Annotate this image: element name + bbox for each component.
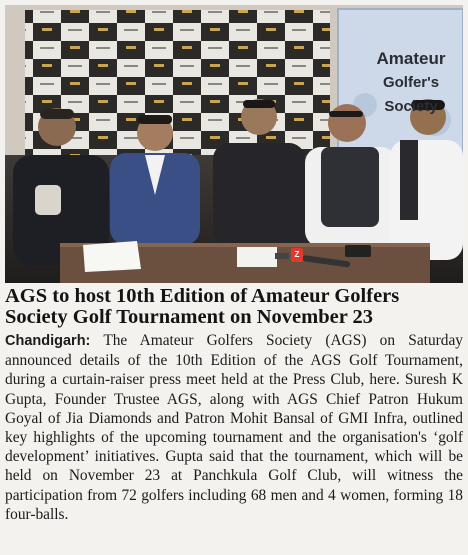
article-text: The Amateur Golfers Society (AGS) on Saturday announced details of the 10th Edition of the AGS Golf Tournament, during a curtain-raiser press meet held at the Press Club, here. Suresh K Gupta, Founder Trustee AGS, along with AGS Chief Patron Hukum Goyal of Jia Diamonds and Patron Mohit Bansal of GMI Infra, outlined key highlights of the upcoming tournament and the organisation's ‘golf development’ initiatives. Gupta said that the tournament, which will be held on November 23 at Panchkula Golf Club, will witness the participation from 72 golfers including 68 men and 4 women, forming 18 four-balls.: [5, 332, 463, 523]
press-meet-photo: [5, 5, 463, 283]
dateline: Chandigarh:: [5, 333, 91, 349]
banner-line-2: Golfer's Society: [382, 74, 440, 115]
society-banner: [361, 47, 461, 119]
mic-logo: Z: [291, 248, 303, 262]
banner-line-1: Amateur: [376, 49, 446, 68]
article-body: [5, 331, 463, 524]
headline: AGS to host 10th Edition of Amateur Golfers Society Golf Tournament on November 23: [5, 285, 400, 328]
